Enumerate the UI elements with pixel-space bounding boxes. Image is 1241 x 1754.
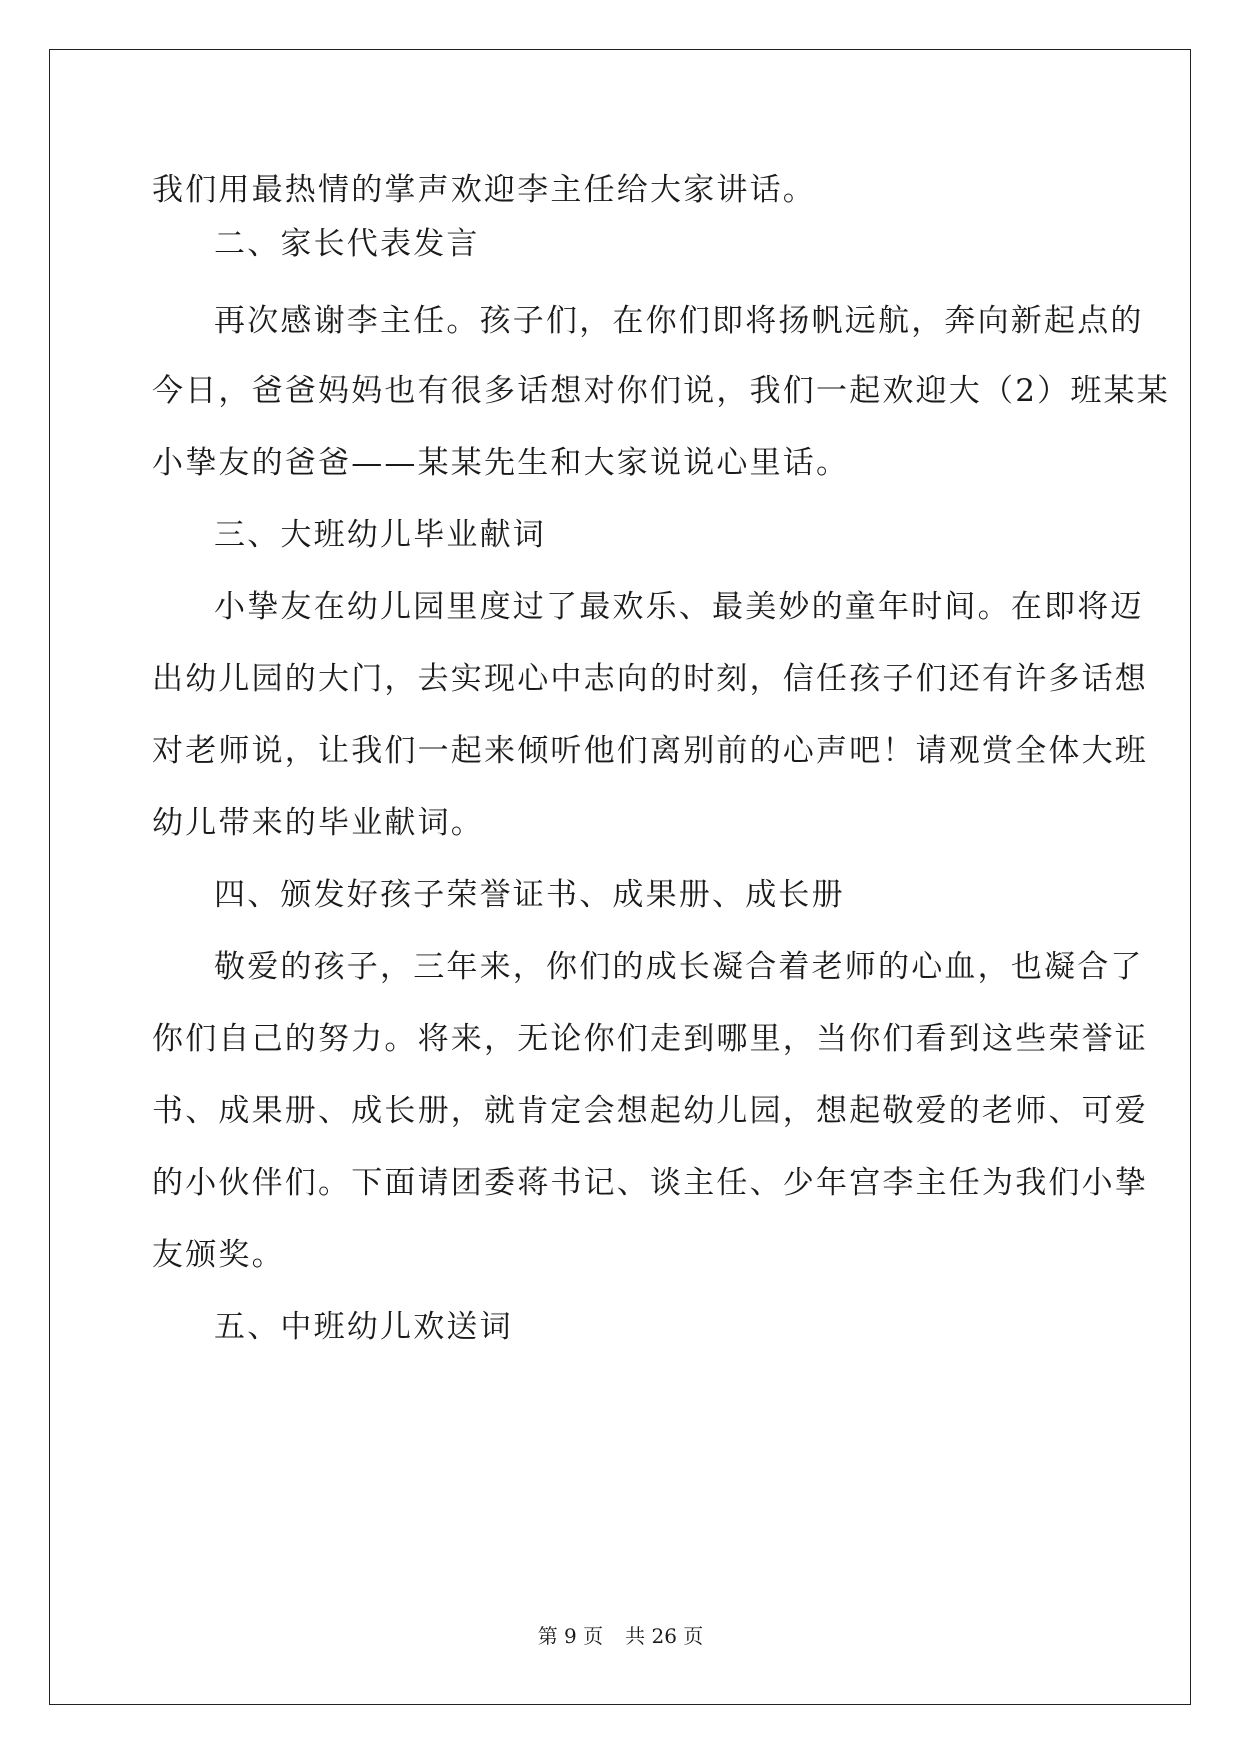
text-line: 小挚友的爸爸——某某先生和大家说说心里话。	[152, 445, 850, 481]
text-line: 今日，爸爸妈妈也有很多话想对你们说，我们一起欢迎大（2）班某某	[152, 373, 1170, 409]
current-page-number: 第 9 页	[537, 1624, 604, 1648]
section-heading: 四、颁发好孩子荣誉证书、成果册、成长册	[214, 877, 845, 913]
text-line: 小挚友在幼儿园里度过了最欢乐、最美妙的童年时间。在即将迈	[214, 589, 1144, 625]
section-heading: 五、中班幼儿欢送词	[214, 1309, 513, 1345]
text-line: 你们自己的努力。将来，无论你们走到哪里，当你们看到这些荣誉证	[152, 1021, 1148, 1057]
text-line: 幼儿带来的毕业献词。	[152, 805, 484, 841]
total-page-count: 共 26 页	[625, 1624, 704, 1648]
text-line: 友颁奖。	[152, 1237, 285, 1273]
text-line: 书、成果册、成长册，就肯定会想起幼儿园，想起敬爱的老师、可爱	[152, 1093, 1148, 1129]
text-line: 出幼儿园的大门，去实现心中志向的时刻，信任孩子们还有许多话想	[152, 661, 1148, 697]
text-line: 的小伙伴们。下面请团委蒋书记、谈主任、少年宫李主任为我们小挚	[152, 1165, 1148, 1201]
section-heading: 三、大班幼儿毕业献词	[214, 517, 546, 553]
text-line: 敬爱的孩子，三年来，你们的成长凝合着老师的心血，也凝合了	[214, 949, 1144, 985]
text-line: 对老师说，让我们一起来倾听他们离别前的心声吧！请观赏全体大班	[152, 733, 1148, 769]
text-line: 我们用最热情的掌声欢迎李主任给大家讲话。	[152, 172, 816, 208]
text-line: 再次感谢李主任。孩子们，在你们即将扬帆远航，奔向新起点的	[214, 303, 1144, 339]
page-footer	[0, 1620, 1241, 1649]
section-heading: 二、家长代表发言	[214, 226, 480, 262]
